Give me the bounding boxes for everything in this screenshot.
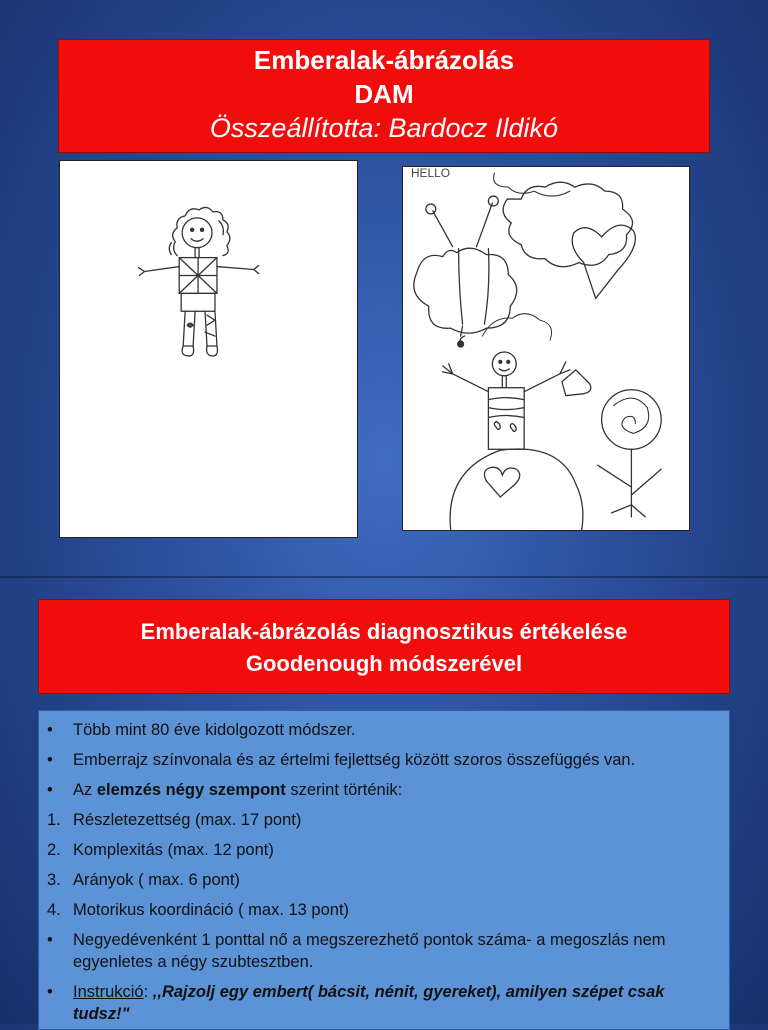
drawing2-flower (598, 390, 662, 517)
bullet3-post: szerint történik: (285, 781, 403, 799)
list-item (47, 925, 719, 977)
list-item (47, 775, 719, 805)
instruction-quote: ,,Rajzolj egy embert( bácsit, nénit, gyereket), amilyen szépet csak tudsz!" (73, 983, 665, 1023)
number-label: 4. (47, 901, 61, 919)
numbered-text: Részletezettség (max. 17 pont) (73, 811, 302, 829)
child-drawing-2 (402, 166, 690, 531)
bullet-icon: • (47, 721, 53, 739)
drawing2-ground-mound (450, 449, 583, 530)
numbered-item (47, 805, 719, 835)
bullet-icon: • (47, 751, 53, 769)
drawing2-creature (414, 196, 517, 344)
child-drawing-1-svg (60, 161, 357, 537)
slide1-author-line: Összeállította: Bardocz Ildikó (209, 113, 559, 143)
drawing1-head (182, 218, 212, 248)
slide1-title-box (58, 39, 710, 153)
numbered-item (47, 865, 719, 895)
instruction-colon: : (143, 983, 153, 1001)
list-item (47, 977, 719, 1029)
slide2-title-line1: Emberalak-ábrázolás diagnosztikus értékelése (140, 619, 628, 644)
number-label: 2. (47, 841, 61, 859)
bullet-text-3 (73, 775, 719, 805)
list-item (47, 715, 719, 745)
numbered-text: Arányok ( max. 6 pont) (73, 871, 240, 889)
bullet-text-4: Negyedévenként 1 ponttal nő a megszerezhető pontok száma- a megoszlás nem egyenletes a négy szubtesztben. (73, 931, 666, 971)
bullet-icon: • (47, 781, 53, 799)
numbered-text: Komplexitás (max. 12 pont) (73, 841, 274, 859)
numbered-item (47, 895, 719, 925)
drawing2-heart (572, 225, 635, 298)
drawing1-body (179, 258, 217, 294)
drawing2-cloud (503, 182, 632, 267)
drawing2-bell (562, 370, 591, 396)
bullet-text-1: Több mint 80 éve kidolgozott módszer. (73, 721, 356, 739)
instruction-text (73, 977, 719, 1029)
child-drawing-2-svg (403, 167, 689, 530)
slide1-title-line2: DAM (354, 79, 414, 109)
drawing2-person (443, 314, 570, 450)
slide2-title-box (38, 599, 730, 694)
list-item (47, 745, 719, 775)
number-label: 3. (47, 871, 61, 889)
slide2-title-line2: Goodenough módszerével (245, 651, 523, 676)
drawing2-hello-text: HELLO (410, 167, 450, 181)
bullet-icon: • (47, 931, 53, 949)
bullet3-bold: elemzés négy szempont (96, 781, 286, 799)
bullet-icon: • (47, 983, 53, 1001)
number-label: 1. (47, 811, 61, 829)
bullet3-pre: Az (73, 781, 97, 799)
numbered-text: Motorikus koordináció ( max. 13 pont) (73, 901, 350, 919)
instruction-label: Instrukció (73, 983, 144, 1001)
slide2-content-box (38, 710, 730, 1030)
slide1-title-line1: Emberalak-ábrázolás (253, 45, 515, 75)
numbered-item (47, 835, 719, 865)
child-drawing-1 (59, 160, 358, 538)
bullet-text-2: Emberrajz színvonala és az értelmi fejlettség között szoros összefüggés van. (73, 751, 636, 769)
